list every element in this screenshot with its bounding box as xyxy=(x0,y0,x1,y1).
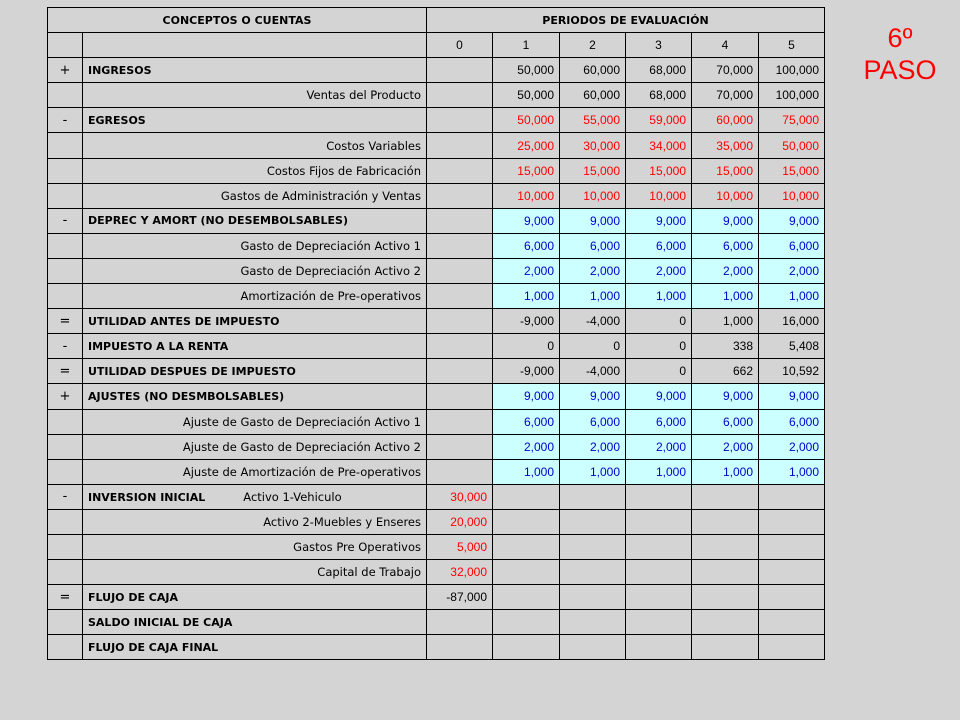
cell-period-4: 70,000 xyxy=(692,83,759,108)
period-2: 2 xyxy=(560,33,626,58)
cell-period-5: 50,000 xyxy=(759,133,825,158)
cell-period-4: 70,000 xyxy=(692,58,759,83)
period-1: 1 xyxy=(493,33,560,58)
cell-period-2: 55,000 xyxy=(560,108,626,133)
cell-period-1: 10,000 xyxy=(493,183,560,208)
cell-period-4 xyxy=(692,484,759,509)
cell-period-1: 2,000 xyxy=(493,258,560,283)
row-symbol: - xyxy=(48,484,83,509)
cash-flow-table xyxy=(47,7,825,660)
cell-period-5: 9,000 xyxy=(759,384,825,409)
row-symbol xyxy=(48,434,83,459)
table-row xyxy=(48,183,825,208)
row-concept: Capital de Trabajo xyxy=(83,560,427,585)
cell-period-0 xyxy=(427,108,493,133)
cell-period-4: 1,000 xyxy=(692,459,759,484)
table-row xyxy=(48,108,825,133)
cell-period-5: 2,000 xyxy=(759,258,825,283)
cell-period-4: 10,000 xyxy=(692,183,759,208)
cell-period-4 xyxy=(692,534,759,559)
cell-period-0 xyxy=(427,409,493,434)
cell-period-2 xyxy=(560,534,626,559)
cell-period-3: 0 xyxy=(626,359,692,384)
row-concept: Gastos Pre Operativos xyxy=(83,534,427,559)
cell-period-3 xyxy=(626,484,692,509)
cell-period-0: 30,000 xyxy=(427,484,493,509)
table-row xyxy=(48,334,825,359)
cell-period-2: 30,000 xyxy=(560,133,626,158)
row-symbol: + xyxy=(48,384,83,409)
cell-period-4: 662 xyxy=(692,359,759,384)
row-concept: DEPREC Y AMORT (NO DESEMBOLSABLES) xyxy=(83,208,427,233)
row-concept: Amortización de Pre-operativos xyxy=(83,284,427,309)
concepts-header: CONCEPTOS O CUENTAS xyxy=(48,8,427,33)
empty-cell xyxy=(83,33,427,58)
cell-period-3: 0 xyxy=(626,334,692,359)
row-concept xyxy=(83,484,427,509)
cell-period-5: 100,000 xyxy=(759,58,825,83)
period-numbers-row xyxy=(48,33,825,58)
cell-period-4: 2,000 xyxy=(692,258,759,283)
cell-period-1 xyxy=(493,534,560,559)
table-row xyxy=(48,58,825,83)
cell-period-3: 10,000 xyxy=(626,183,692,208)
cell-period-5: 5,408 xyxy=(759,334,825,359)
table-row xyxy=(48,83,825,108)
cell-period-5: 75,000 xyxy=(759,108,825,133)
row-symbol xyxy=(48,459,83,484)
cell-period-0 xyxy=(427,334,493,359)
cell-period-2: -4,000 xyxy=(560,309,626,334)
cell-period-0 xyxy=(427,258,493,283)
cell-period-4: 6,000 xyxy=(692,233,759,258)
row-symbol xyxy=(48,409,83,434)
cell-period-2: 0 xyxy=(560,334,626,359)
table-row xyxy=(48,284,825,309)
cell-period-5: 6,000 xyxy=(759,409,825,434)
cell-period-3: 6,000 xyxy=(626,409,692,434)
cell-period-2: 6,000 xyxy=(560,409,626,434)
cell-period-2: 2,000 xyxy=(560,258,626,283)
cell-period-5: 9,000 xyxy=(759,208,825,233)
cell-period-4 xyxy=(692,560,759,585)
table-row xyxy=(48,133,825,158)
table-row xyxy=(48,434,825,459)
cell-period-2: 9,000 xyxy=(560,208,626,233)
cell-period-1: 2,000 xyxy=(493,434,560,459)
row-concept: Costos Variables xyxy=(83,133,427,158)
cell-period-2 xyxy=(560,610,626,635)
step-word: PASO xyxy=(863,55,937,85)
cell-period-3: 68,000 xyxy=(626,58,692,83)
row-concept: Activo 2-Muebles y Enseres xyxy=(83,509,427,534)
table-row xyxy=(48,459,825,484)
cell-period-1: 9,000 xyxy=(493,208,560,233)
cell-period-5: 10,592 xyxy=(759,359,825,384)
row-concept: UTILIDAD DESPUES DE IMPUESTO xyxy=(83,359,427,384)
cell-period-3 xyxy=(626,610,692,635)
row-symbol xyxy=(48,233,83,258)
cell-period-5 xyxy=(759,560,825,585)
cell-period-3: 68,000 xyxy=(626,83,692,108)
cell-period-2: 1,000 xyxy=(560,459,626,484)
cell-period-2: 6,000 xyxy=(560,233,626,258)
cell-period-5: 10,000 xyxy=(759,183,825,208)
row-concept: SALDO INICIAL DE CAJA xyxy=(83,610,427,635)
cell-period-3: 9,000 xyxy=(626,384,692,409)
cell-period-5: 15,000 xyxy=(759,158,825,183)
cell-period-3: 6,000 xyxy=(626,233,692,258)
table-row xyxy=(48,534,825,559)
row-concept: INGRESOS xyxy=(83,58,427,83)
cell-period-1: -9,000 xyxy=(493,359,560,384)
table-row xyxy=(48,409,825,434)
row-concept: Ajuste de Amortización de Pre-operativos xyxy=(83,459,427,484)
cell-period-1: 0 xyxy=(493,334,560,359)
row-symbol xyxy=(48,635,83,660)
cell-period-0 xyxy=(427,158,493,183)
table-row xyxy=(48,585,825,610)
table-row xyxy=(48,635,825,660)
period-0: 0 xyxy=(427,33,493,58)
cell-period-4: 15,000 xyxy=(692,158,759,183)
cell-period-2 xyxy=(560,635,626,660)
cell-period-5 xyxy=(759,610,825,635)
cell-period-4: 60,000 xyxy=(692,108,759,133)
cell-period-4: 1,000 xyxy=(692,309,759,334)
cell-period-0 xyxy=(427,384,493,409)
cell-period-0 xyxy=(427,83,493,108)
row-concept: EGRESOS xyxy=(83,108,427,133)
cell-period-5: 6,000 xyxy=(759,233,825,258)
cell-period-4: 2,000 xyxy=(692,434,759,459)
cell-period-5: 100,000 xyxy=(759,83,825,108)
cell-period-0 xyxy=(427,208,493,233)
row-symbol xyxy=(48,560,83,585)
cell-period-3: 9,000 xyxy=(626,208,692,233)
cell-period-1: 6,000 xyxy=(493,409,560,434)
table-row xyxy=(48,384,825,409)
row-symbol xyxy=(48,158,83,183)
cell-period-3: 2,000 xyxy=(626,258,692,283)
cell-period-3 xyxy=(626,560,692,585)
row-symbol xyxy=(48,534,83,559)
row-symbol xyxy=(48,258,83,283)
row-symbol xyxy=(48,509,83,534)
cell-period-2 xyxy=(560,484,626,509)
cell-period-1: 1,000 xyxy=(493,284,560,309)
cell-period-0: -87,000 xyxy=(427,585,493,610)
cell-period-1 xyxy=(493,635,560,660)
row-concept: Gastos de Administración y Ventas xyxy=(83,183,427,208)
table-row xyxy=(48,359,825,384)
cell-period-3: 59,000 xyxy=(626,108,692,133)
row-symbol: - xyxy=(48,208,83,233)
cell-period-4: 338 xyxy=(692,334,759,359)
table-row xyxy=(48,233,825,258)
cell-period-1 xyxy=(493,610,560,635)
row-symbol: - xyxy=(48,334,83,359)
row-symbol xyxy=(48,284,83,309)
cell-period-3: 34,000 xyxy=(626,133,692,158)
cell-period-1 xyxy=(493,484,560,509)
cell-period-1: 25,000 xyxy=(493,133,560,158)
empty-cell xyxy=(48,33,83,58)
cell-period-0 xyxy=(427,459,493,484)
cell-period-3 xyxy=(626,635,692,660)
table-row xyxy=(48,560,825,585)
row-symbol: = xyxy=(48,309,83,334)
cell-period-1: 50,000 xyxy=(493,83,560,108)
row-concept: Ventas del Producto xyxy=(83,83,427,108)
table-row xyxy=(48,610,825,635)
cell-period-3: 15,000 xyxy=(626,158,692,183)
cell-period-3 xyxy=(626,509,692,534)
cell-period-2: 2,000 xyxy=(560,434,626,459)
cell-period-4: 9,000 xyxy=(692,384,759,409)
cell-period-2: -4,000 xyxy=(560,359,626,384)
cell-period-5 xyxy=(759,534,825,559)
cell-period-0 xyxy=(427,183,493,208)
cell-period-2: 10,000 xyxy=(560,183,626,208)
cell-period-0 xyxy=(427,284,493,309)
periods-header: PERIODOS DE EVALUACIÓN xyxy=(427,8,825,33)
row-concept: Costos Fijos de Fabricación xyxy=(83,158,427,183)
cell-period-0: 20,000 xyxy=(427,509,493,534)
cell-period-5: 2,000 xyxy=(759,434,825,459)
cell-period-3 xyxy=(626,534,692,559)
cell-period-5: 1,000 xyxy=(759,459,825,484)
row-concept: UTILIDAD ANTES DE IMPUESTO xyxy=(83,309,427,334)
cell-period-5 xyxy=(759,484,825,509)
cell-period-1 xyxy=(493,509,560,534)
row-concept: Gasto de Depreciación Activo 1 xyxy=(83,233,427,258)
row-concept: Ajuste de Gasto de Depreciación Activo 1 xyxy=(83,409,427,434)
row-concept-sublabel: Activo 1-Vehiculo xyxy=(243,489,342,504)
cell-period-1: 9,000 xyxy=(493,384,560,409)
cell-period-4 xyxy=(692,610,759,635)
cell-period-0 xyxy=(427,610,493,635)
table-row xyxy=(48,309,825,334)
step-label xyxy=(858,22,942,86)
period-4: 4 xyxy=(692,33,759,58)
cell-period-1: 6,000 xyxy=(493,233,560,258)
row-concept: Gasto de Depreciación Activo 2 xyxy=(83,258,427,283)
cell-period-1: 15,000 xyxy=(493,158,560,183)
cell-period-0 xyxy=(427,133,493,158)
cell-period-2: 60,000 xyxy=(560,83,626,108)
cell-period-5: 1,000 xyxy=(759,284,825,309)
cell-period-2: 60,000 xyxy=(560,58,626,83)
table-row xyxy=(48,208,825,233)
cell-period-1 xyxy=(493,560,560,585)
cell-period-4: 1,000 xyxy=(692,284,759,309)
row-concept: AJUSTES (NO DESMBOLSABLES) xyxy=(83,384,427,409)
header-title-row xyxy=(48,8,825,33)
cell-period-5 xyxy=(759,509,825,534)
cell-period-1: 50,000 xyxy=(493,108,560,133)
cell-period-5: 16,000 xyxy=(759,309,825,334)
cell-period-4: 9,000 xyxy=(692,208,759,233)
cell-period-4: 35,000 xyxy=(692,133,759,158)
cell-period-1: 1,000 xyxy=(493,459,560,484)
row-concept-label: INVERSION INICIAL xyxy=(88,490,206,504)
cell-period-1: -9,000 xyxy=(493,309,560,334)
row-concept: IMPUESTO A LA RENTA xyxy=(83,334,427,359)
cell-period-3: 1,000 xyxy=(626,459,692,484)
row-symbol: + xyxy=(48,58,83,83)
row-concept: FLUJO DE CAJA FINAL xyxy=(83,635,427,660)
cell-period-3 xyxy=(626,585,692,610)
cell-period-4 xyxy=(692,635,759,660)
cell-period-2: 9,000 xyxy=(560,384,626,409)
cell-period-0 xyxy=(427,233,493,258)
cell-period-3: 0 xyxy=(626,309,692,334)
row-symbol xyxy=(48,83,83,108)
cell-period-2: 15,000 xyxy=(560,158,626,183)
cell-period-4: 6,000 xyxy=(692,409,759,434)
cell-period-5 xyxy=(759,585,825,610)
row-concept: FLUJO DE CAJA xyxy=(83,585,427,610)
row-symbol xyxy=(48,610,83,635)
row-symbol xyxy=(48,183,83,208)
cell-period-1: 50,000 xyxy=(493,58,560,83)
period-5: 5 xyxy=(759,33,825,58)
cell-period-5 xyxy=(759,635,825,660)
cell-period-0: 32,000 xyxy=(427,560,493,585)
row-symbol: = xyxy=(48,359,83,384)
table-row xyxy=(48,158,825,183)
cell-period-4 xyxy=(692,585,759,610)
cell-period-2: 1,000 xyxy=(560,284,626,309)
cell-period-3: 1,000 xyxy=(626,284,692,309)
cell-period-0 xyxy=(427,309,493,334)
row-concept: Ajuste de Gasto de Depreciación Activo 2 xyxy=(83,434,427,459)
step-number: 6º xyxy=(887,23,913,53)
table-row xyxy=(48,484,825,509)
table-row xyxy=(48,258,825,283)
cell-period-0 xyxy=(427,635,493,660)
period-3: 3 xyxy=(626,33,692,58)
cell-period-2 xyxy=(560,585,626,610)
cell-period-4 xyxy=(692,509,759,534)
cell-period-2 xyxy=(560,509,626,534)
row-symbol xyxy=(48,133,83,158)
cell-period-1 xyxy=(493,585,560,610)
row-symbol: - xyxy=(48,108,83,133)
cell-period-0 xyxy=(427,58,493,83)
cell-period-0 xyxy=(427,359,493,384)
row-symbol: = xyxy=(48,585,83,610)
table-row xyxy=(48,509,825,534)
cell-period-0 xyxy=(427,434,493,459)
cell-period-3: 2,000 xyxy=(626,434,692,459)
cell-period-2 xyxy=(560,560,626,585)
cell-period-0: 5,000 xyxy=(427,534,493,559)
